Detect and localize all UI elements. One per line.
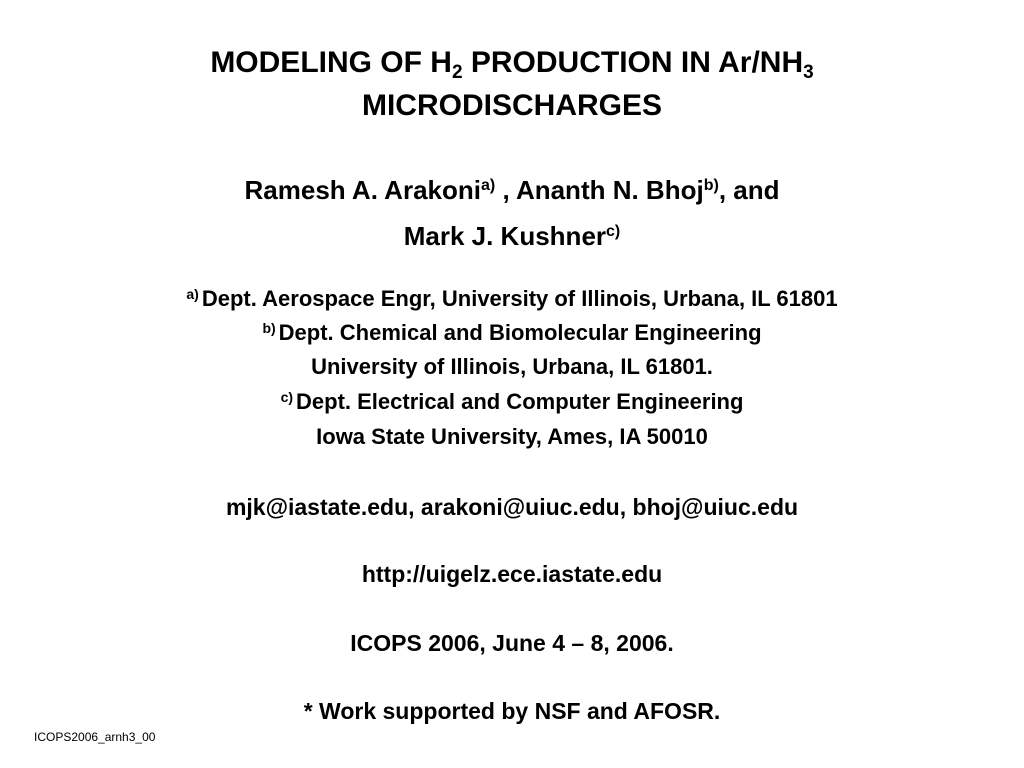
affiliation-b-line-2: University of Illinois, Urbana, IL 61801.: [311, 354, 713, 379]
title-subscript-h2: 2: [451, 62, 463, 83]
affiliation-a-mark: a): [186, 286, 199, 302]
affiliation-b: [0, 320, 1024, 346]
conference-info: ICOPS 2006, June 4 – 8, 2006.: [350, 630, 674, 656]
email-list: mjk@iastate.edu, arakoni@uiuc.edu, bhoj@uiuc.edu: [225, 494, 799, 520]
author-3-name: Mark J. Kushner: [403, 221, 607, 251]
title-line-1: [0, 45, 1024, 81]
affiliation-c: [0, 389, 1024, 415]
affiliation-c-text: Dept. Electrical and Computer Engineering: [296, 389, 744, 414]
slide-footer-label: ICOPS2006_arnh3_00: [34, 730, 156, 744]
title-subscript-nh3: 3: [803, 62, 814, 83]
author-1-name: Ramesh A. Arakoni: [244, 175, 481, 205]
title-line-2: MICRODISCHARGES: [361, 89, 662, 122]
affiliation-c-line-2: Iowa State University, Ames, IA 50010: [316, 424, 708, 449]
author-1-mark: a): [480, 177, 496, 194]
author-2-mark: b): [703, 177, 719, 194]
affiliation-a-text: Dept. Aerospace Engr, University of Illinois, Urbana, IL 61801: [201, 286, 838, 311]
author-separator-2: , and: [718, 175, 780, 205]
affiliation-a: [0, 286, 1024, 312]
title-text-part-1: MODELING OF H: [210, 46, 452, 79]
affiliation-c-mark: c): [280, 389, 294, 405]
affiliation-b-mark: b): [262, 320, 276, 336]
affiliation-b-text: Dept. Chemical and Biomolecular Engineering: [278, 320, 762, 345]
author-3-mark: c): [606, 223, 621, 240]
support-note: * Work supported by NSF and AFOSR.: [303, 698, 721, 724]
author-2-name: Ananth N. Bhoj: [515, 175, 704, 205]
authors-line-2: [0, 221, 1024, 251]
author-separator-1: ,: [495, 175, 516, 205]
authors-line-1: [0, 175, 1024, 205]
website-url: http://uigelz.ece.iastate.edu: [361, 561, 663, 587]
title-text-part-2: PRODUCTION IN Ar/NH: [462, 46, 804, 79]
